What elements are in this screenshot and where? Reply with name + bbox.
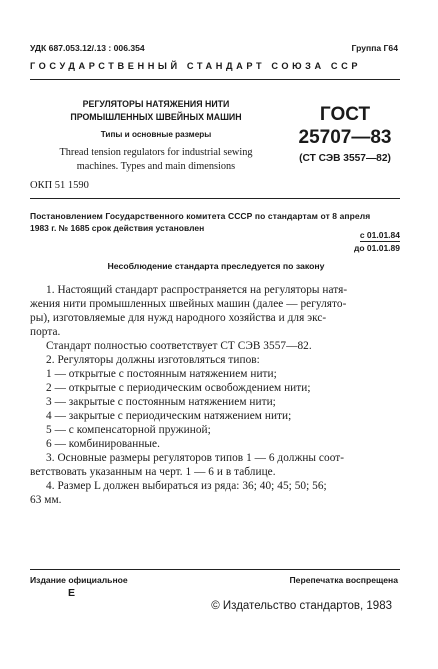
okp-rule	[30, 198, 400, 199]
edition-letter: Е	[68, 587, 76, 599]
title-ru-subtitle: Типы и основные размеры	[100, 130, 212, 139]
body-line: жения нити промышленных швейных машин (далее — регулято-	[30, 298, 347, 310]
validity-to: до 01.01.89	[353, 243, 400, 253]
title-ru-line1: РЕГУЛЯТОРЫ НАТЯЖЕНИЯ НИТИ	[82, 99, 230, 109]
type-list-item: 3 — закрытые с постоянным натяжением нити;	[46, 396, 276, 408]
official-edition: Издание официальное	[30, 575, 128, 585]
title-en-line2: machines. Types and main dimensions	[76, 161, 236, 172]
body-line: 63 мм.	[30, 494, 62, 506]
body-line: порта.	[30, 326, 61, 338]
type-list-item: 6 — комбинированные.	[46, 438, 160, 450]
reprint-prohibited: Перепечатка воспрещена	[289, 575, 398, 585]
udk-code: УДК 687.053.12/.13 : 006.354	[30, 43, 145, 53]
footer-rule	[30, 569, 400, 570]
header-rule	[30, 79, 400, 80]
body-line: 1. Настоящий стандарт распространяется на регуляторы натя-	[46, 284, 348, 296]
body-line: 3. Основные размеры регуляторов типов 1 — 6 должны соот-	[46, 452, 345, 464]
decree-line1: Постановлением Государственного комитета СССР по стандартам от 8 апреля	[30, 211, 371, 221]
gost-label: ГОСТ	[319, 104, 371, 125]
body-line: ветствовать указанным на черт. 1 — 6 и в таблице.	[30, 466, 276, 478]
legal-notice: Несоблюдение стандарта преследуется по закону	[107, 261, 325, 271]
gost-number: 25707—83	[298, 127, 392, 148]
body-line: 4. Размер L должен выбираться из ряда: 36; 40; 45; 50; 56;	[46, 480, 327, 492]
type-list-item: 5 — с компенсаторной пружиной;	[46, 424, 211, 436]
body-line: 2. Регуляторы должны изготовляться типов:	[46, 354, 260, 366]
body-line: ры), изготовляемые для нужд народного хозяйства и для экс-	[30, 312, 327, 324]
decree-line2: 1983 г. № 1685 срок действия установлен	[30, 223, 205, 233]
type-list-item: 1 — открытые с постоянным натяжением нити;	[46, 368, 277, 380]
type-list-item: 2 — открытые с периодическим освобождением нити;	[46, 382, 311, 394]
st-sev-reference: (СТ СЭВ 3557—82)	[299, 153, 391, 164]
title-en-line1: Thread tension regulators for industrial sewing	[59, 147, 253, 158]
body-line: Стандарт полностью соответствует СТ СЭВ 3557—82.	[46, 340, 312, 352]
group-code: Группа Г64	[351, 43, 398, 53]
type-list-item: 4 — закрытые с периодическим натяжением нити;	[46, 410, 292, 422]
state-standard-banner: ГОСУДАРСТВЕННЫЙ СТАНДАРТ СОЮЗА ССР	[30, 61, 362, 71]
title-ru-line2: ПРОМЫШЛЕННЫХ ШВЕЙНЫХ МАШИН	[70, 112, 242, 122]
validity-from: с 01.01.84	[359, 230, 400, 240]
publisher-copyright: © Издательство стандартов, 1983	[211, 600, 392, 612]
okp-code: ОКП 51 1590	[30, 180, 89, 191]
